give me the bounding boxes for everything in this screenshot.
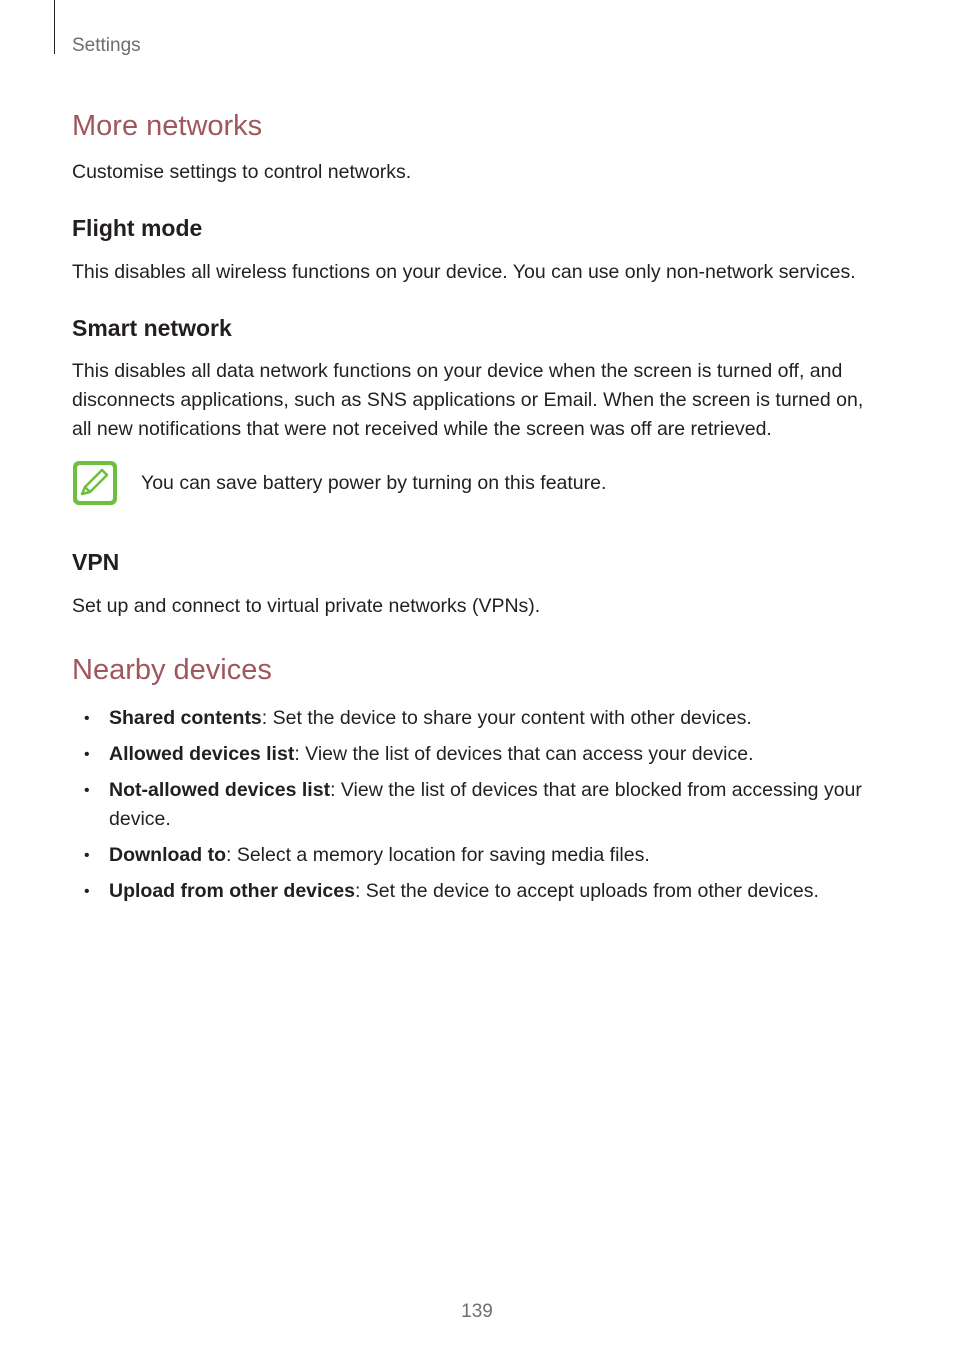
flight-mode-body: This disables all wireless functions on your device. You can use only non-network services. bbox=[72, 261, 856, 283]
item-desc: : View the list of devices that are blocked from accessing your device. bbox=[109, 779, 862, 830]
more-networks-intro: Customise settings to control networks. bbox=[72, 161, 412, 183]
item-term: Shared contents bbox=[109, 707, 262, 729]
battery-note: You can save battery power by turning on this feature. bbox=[141, 472, 607, 494]
list-item bbox=[72, 740, 882, 769]
more-networks-title: More networks bbox=[72, 110, 263, 142]
bullet-icon: • bbox=[84, 782, 90, 799]
bullet-icon: • bbox=[84, 746, 90, 763]
item-desc: : Set the device to share your content with other devices. bbox=[261, 707, 752, 729]
flight-mode-title: Flight mode bbox=[72, 215, 203, 241]
nearby-devices-list bbox=[72, 704, 882, 913]
section-label: Settings bbox=[72, 35, 141, 56]
item-term: Not-allowed devices list bbox=[109, 779, 331, 801]
list-item bbox=[72, 776, 882, 834]
item-desc: : View the list of devices that can access your device. bbox=[294, 743, 754, 765]
item-desc: : Select a memory location for saving media files. bbox=[225, 844, 650, 866]
item-term: Download to bbox=[109, 844, 226, 866]
bullet-icon: • bbox=[84, 710, 90, 727]
header-rule bbox=[54, 0, 55, 54]
list-item bbox=[72, 841, 882, 870]
vpn-body: Set up and connect to virtual private networks (VPNs). bbox=[72, 595, 541, 617]
note-pencil-icon bbox=[72, 460, 118, 506]
vpn-title: VPN bbox=[72, 549, 120, 575]
smart-network-title: Smart network bbox=[72, 315, 232, 341]
bullet-icon: • bbox=[84, 883, 90, 900]
item-desc: : Set the device to accept uploads from other devices. bbox=[354, 880, 819, 902]
list-item bbox=[72, 704, 882, 733]
smart-network-body: This disables all data network functions on your device when the screen is turned off, and disconnects applications, such as SNS applications or Email. When the screen is turned on, all new notifications that were not received while the screen was off are retrieved. bbox=[72, 360, 864, 440]
list-item bbox=[72, 877, 882, 906]
page-number: 139 bbox=[461, 1301, 493, 1322]
bullet-icon: • bbox=[84, 847, 90, 864]
nearby-devices-title: Nearby devices bbox=[72, 654, 272, 686]
item-term: Allowed devices list bbox=[109, 743, 295, 765]
item-term: Upload from other devices bbox=[109, 880, 355, 902]
